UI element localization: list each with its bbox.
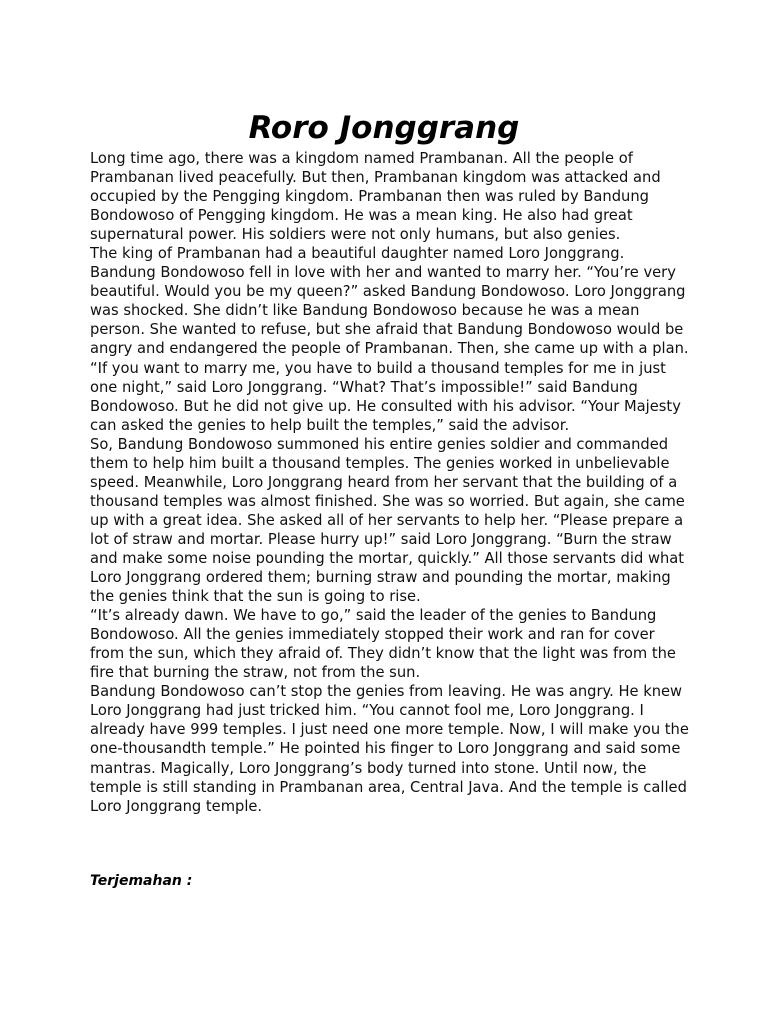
story-paragraph: So, Bandung Bondowoso summoned his entire genies soldier and commanded them to help him built a thousand temples. The genies worked in unbelievable speed. Meanwhile, Loro Jonggrang heard from her servant that the building of a thousand temples was almost finished. She was so worried. But again, she came up with a great idea. She asked all of her servants to help her. “Please prepare a lot of straw and mortar. Please hurry up!” said Loro Jonggrang. “Burn the straw and make some noise pounding the mortar, quickly.” All those servants did what Loro Jonggrang ordered them; burning straw and pounding the mortar, making the genies think that the sun is going to rise. (90, 435, 685, 606)
story-paragraph: Bandung Bondowoso can’t stop the genies from leaving. He was angry. He knew Loro Jonggrang had just tricked him. “You cannot fool me, Loro Jonggrang. I already have 999 temples. I just need one more temple. Now, I will make you the one-thousandth temple.” He pointed his finger to Loro Jonggrang and said some mantras. Magically, Loro Jonggrang’s body turned into stone. Until now, the temple is still standing in Prambanan area, Central Java. And the temple is called Loro Jonggrang temple. (90, 683, 689, 815)
story-body (90, 149, 690, 816)
story-paragraph: Long time ago, there was a kingdom named Prambanan. All the people of Prambanan lived peacefully. But then, Prambanan kingdom was attacked and occupied by the Pengging kingdom. Prambanan then was ruled by Bandung Bondowoso of Pengging kingdom. He was a mean king. He also had great supernatural power. His soldiers were not only humans, but also genies. (90, 150, 661, 244)
story-paragraph: The king of Prambanan had a beautiful daughter named Loro Jonggrang. Bandung Bondowoso fell in love with her and wanted to marry her. “You’re very beautiful. Would you be my queen?” asked Bandung Bondowoso. Loro Jonggrang was shocked. She didn’t like Bandung Bondowoso because he was a mean person. She wanted to refuse, but she afraid that Bandung Bondowoso would be angry and endangered the people of Prambanan. Then, she came up with a plan. “If you want to marry me, you have to build a thousand temples for me in just one night,” said Loro Jonggrang. “What? That’s impossible!” said Bandung Bondowoso. But he did not give up. He consulted with his advisor. “Your Majesty can asked the genies to help built the temples,” said the advisor. (90, 245, 689, 434)
document-title: Roro Jonggrang (248, 110, 520, 146)
story-paragraph: “It’s already dawn. We have to go,” said the leader of the genies to Bandung Bondowoso. All the genies immediately stopped their work and ran for cover from the sun, which they afraid of. They didn’t know that the light was from the fire that burning the straw, not from the sun. (90, 607, 676, 682)
translation-label: Terjemahan : (90, 873, 193, 889)
